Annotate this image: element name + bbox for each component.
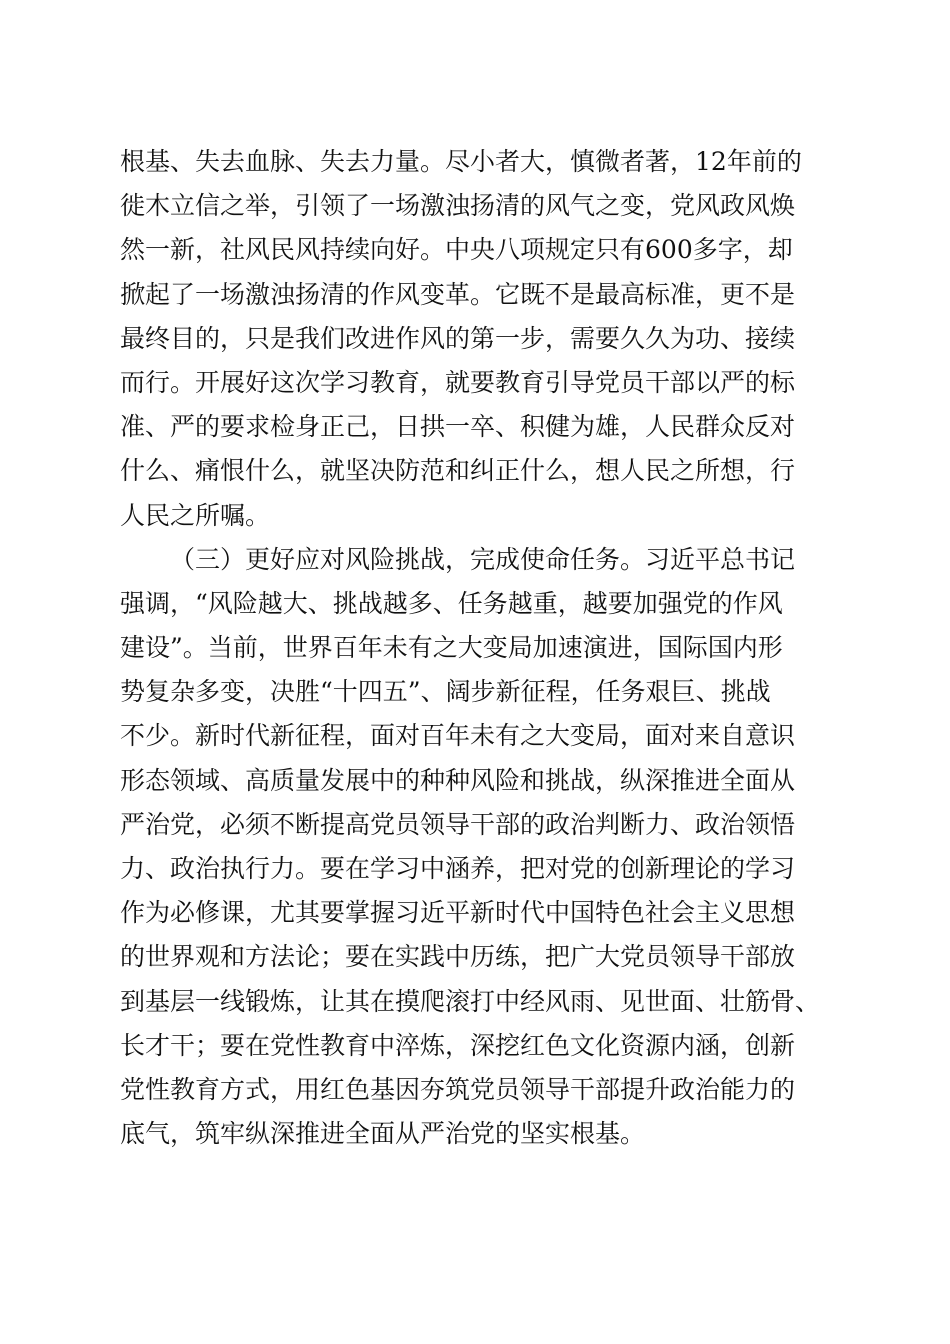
text-line: 最终目的，只是我们改进作风的第一步，需要久久为功、接续 (120, 323, 796, 353)
text-line: 强调，“风险越大、挑战越多、任务越重，越要加强党的作风 (120, 588, 783, 618)
text-line: 作为必修课，尤其要掌握习近平新时代中国特色社会主义思想 (120, 898, 796, 928)
text-line: 到基层一线锻炼，让其在摸爬滚打中经风雨、见世面、壮筋骨、 (120, 986, 821, 1016)
text-line: 形态领域、高质量发展中的种种风险和挑战，纵深推进全面从 (120, 765, 796, 795)
text-line: 长才干；要在党性教育中淬炼，深挖红色文化资源内涵，创新 (120, 1030, 796, 1060)
text-line: 掀起了一场激浊扬清的作风变革。它既不是最高标准，更不是 (120, 279, 796, 309)
text-line: 而行。开展好这次学习教育，就要教育引导党员干部以严的标 (120, 367, 796, 397)
text-line: 准、严的要求检身正己，日拱一卒、积健为雄，人民群众反对 (120, 412, 796, 442)
text-line: 建设”。当前，世界百年未有之大变局加速演进，国际国内形 (120, 633, 783, 663)
text-line: 严治党，必须不断提高党员领导干部的政治判断力、政治领悟 (120, 809, 796, 839)
text-line: 势复杂多变，决胜“十四五”、阔步新征程，任务艰巨、挑战 (120, 677, 771, 707)
body-text (120, 140, 840, 1156)
text-line: 什么、痛恨什么，就坚决防范和纠正什么，想人民之所想，行 (120, 456, 796, 486)
text-line: 的世界观和方法论；要在实践中历练，把广大党员领导干部放 (120, 942, 796, 972)
text-line: 不少。新时代新征程，面对百年未有之大变局，面对来自意识 (120, 721, 796, 751)
text-line: 党性教育方式，用红色基因夯筑党员领导干部提升政治能力的 (120, 1074, 796, 1104)
text-line: 然一新，社风民风持续向好。中央八项规定只有600多字，却 (120, 235, 793, 265)
paragraph-end-line: 底气，筑牢纵深推进全面从严治党的坚实根基。 (120, 1119, 646, 1149)
section-heading-line: （三）更好应对风险挑战，完成使命任务。习近平总书记 (170, 544, 796, 574)
text-line: 力、政治执行力。要在学习中涵养，把对党的创新理论的学习 (120, 854, 796, 883)
paragraph-end-line: 人民之所嘱。 (120, 500, 271, 530)
text-line: 徙木立信之举，引领了一场激浊扬清的风气之变，党风政风焕 (120, 191, 796, 221)
text-line: 根基、失去血脉、失去力量。尽小者大，慎微者著，12年前的 (120, 147, 802, 176)
